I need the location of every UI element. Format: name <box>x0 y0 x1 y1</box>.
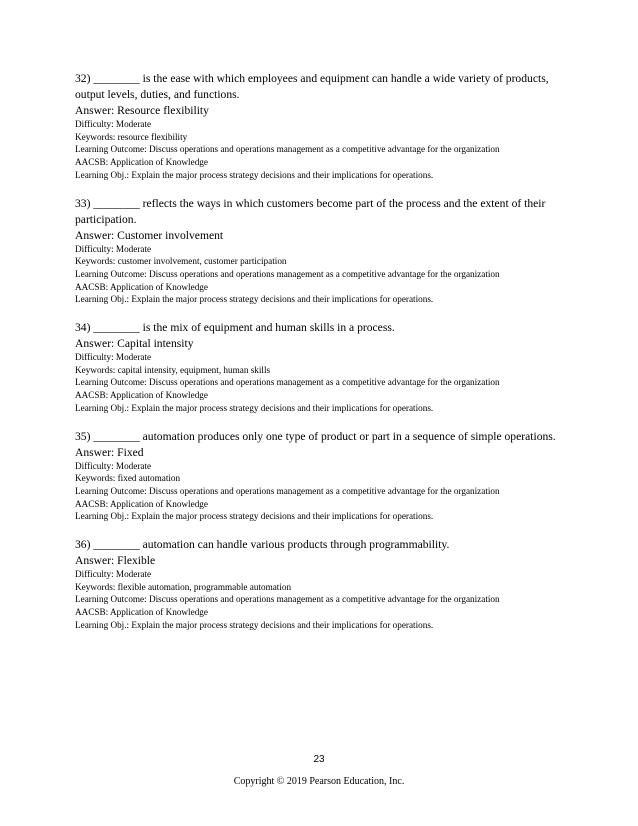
question-answer: Answer: Fixed <box>75 445 144 459</box>
question-learning-objective: Learning Obj.: Explain the major process strategy decisions and their implications for operations. <box>75 511 434 522</box>
question-keywords: Keywords: fixed automation <box>75 473 181 484</box>
question-learning-outcome: Learning Outcome: Discuss operations and operations management as a competitive advantage for the organization <box>75 377 500 388</box>
question-text: 34) ________ is the mix of equipment and human skills in a process. <box>75 321 395 335</box>
question-difficulty: Difficulty: Moderate <box>75 460 152 471</box>
question-32 <box>75 71 575 182</box>
question-33 <box>75 196 575 307</box>
question-learning-outcome: Learning Outcome: Discuss operations and operations management as a competitive advantage for the organization <box>75 594 500 605</box>
question-aacsb: AACSB: Application of Knowledge <box>75 607 208 618</box>
question-answer: Answer: Flexible <box>75 554 156 568</box>
question-learning-outcome: Learning Outcome: Discuss operations and operations management as a competitive advantage for the organization <box>75 485 500 496</box>
question-text: 35) ________ automation produces only one type of product or part in a sequence of simple operations. <box>75 429 556 443</box>
copyright-notice: Copyright © 2019 Pearson Education, Inc. <box>233 776 405 787</box>
question-learning-objective: Learning Obj.: Explain the major process strategy decisions and their implications for operations. <box>75 402 434 413</box>
question-keywords: Keywords: customer involvement, customer participation <box>75 256 287 267</box>
question-35 <box>75 429 575 524</box>
question-text: 36) ________ automation can handle various products through programmability. <box>75 538 450 552</box>
question-keywords: Keywords: capital intensity, equipment, human skills <box>75 364 271 375</box>
question-difficulty: Difficulty: Moderate <box>75 569 152 580</box>
question-text: 32) ________ is the ease with which employees and equipment can handle a wide variety of products, output levels, duties, and functions. <box>75 72 549 101</box>
question-answer: Answer: Resource flexibility <box>75 104 209 117</box>
question-keywords: Keywords: resource flexibility <box>75 131 188 142</box>
question-aacsb: AACSB: Application of Knowledge <box>75 281 208 292</box>
question-learning-outcome: Learning Outcome: Discuss operations and operations management as a competitive advantage for the organization <box>75 144 500 155</box>
question-difficulty: Difficulty: Moderate <box>75 243 152 254</box>
question-keywords: Keywords: flexible automation, programmable automation <box>75 581 292 592</box>
question-learning-objective: Learning Obj.: Explain the major process strategy decisions and their implications for operations. <box>75 294 434 305</box>
question-aacsb: AACSB: Application of Knowledge <box>75 157 208 168</box>
page-number: 23 <box>313 754 325 765</box>
question-answer: Answer: Customer involvement <box>75 228 224 242</box>
question-difficulty: Difficulty: Moderate <box>75 352 152 363</box>
question-learning-objective: Learning Obj.: Explain the major process strategy decisions and their implications for operations. <box>75 169 434 180</box>
question-aacsb: AACSB: Application of Knowledge <box>75 498 208 509</box>
question-list <box>75 71 575 646</box>
question-36 <box>75 537 575 632</box>
question-answer: Answer: Capital intensity <box>75 337 194 351</box>
question-aacsb: AACSB: Application of Knowledge <box>75 390 208 401</box>
question-text: 33) ________ reflects the ways in which customers become part of the process and the extent of their participation. <box>75 196 546 226</box>
question-learning-objective: Learning Obj.: Explain the major process strategy decisions and their implications for operations. <box>75 619 434 630</box>
question-34 <box>75 320 575 415</box>
question-difficulty: Difficulty: Moderate <box>75 119 152 129</box>
question-learning-outcome: Learning Outcome: Discuss operations and operations management as a competitive advantage for the organization <box>75 268 500 279</box>
